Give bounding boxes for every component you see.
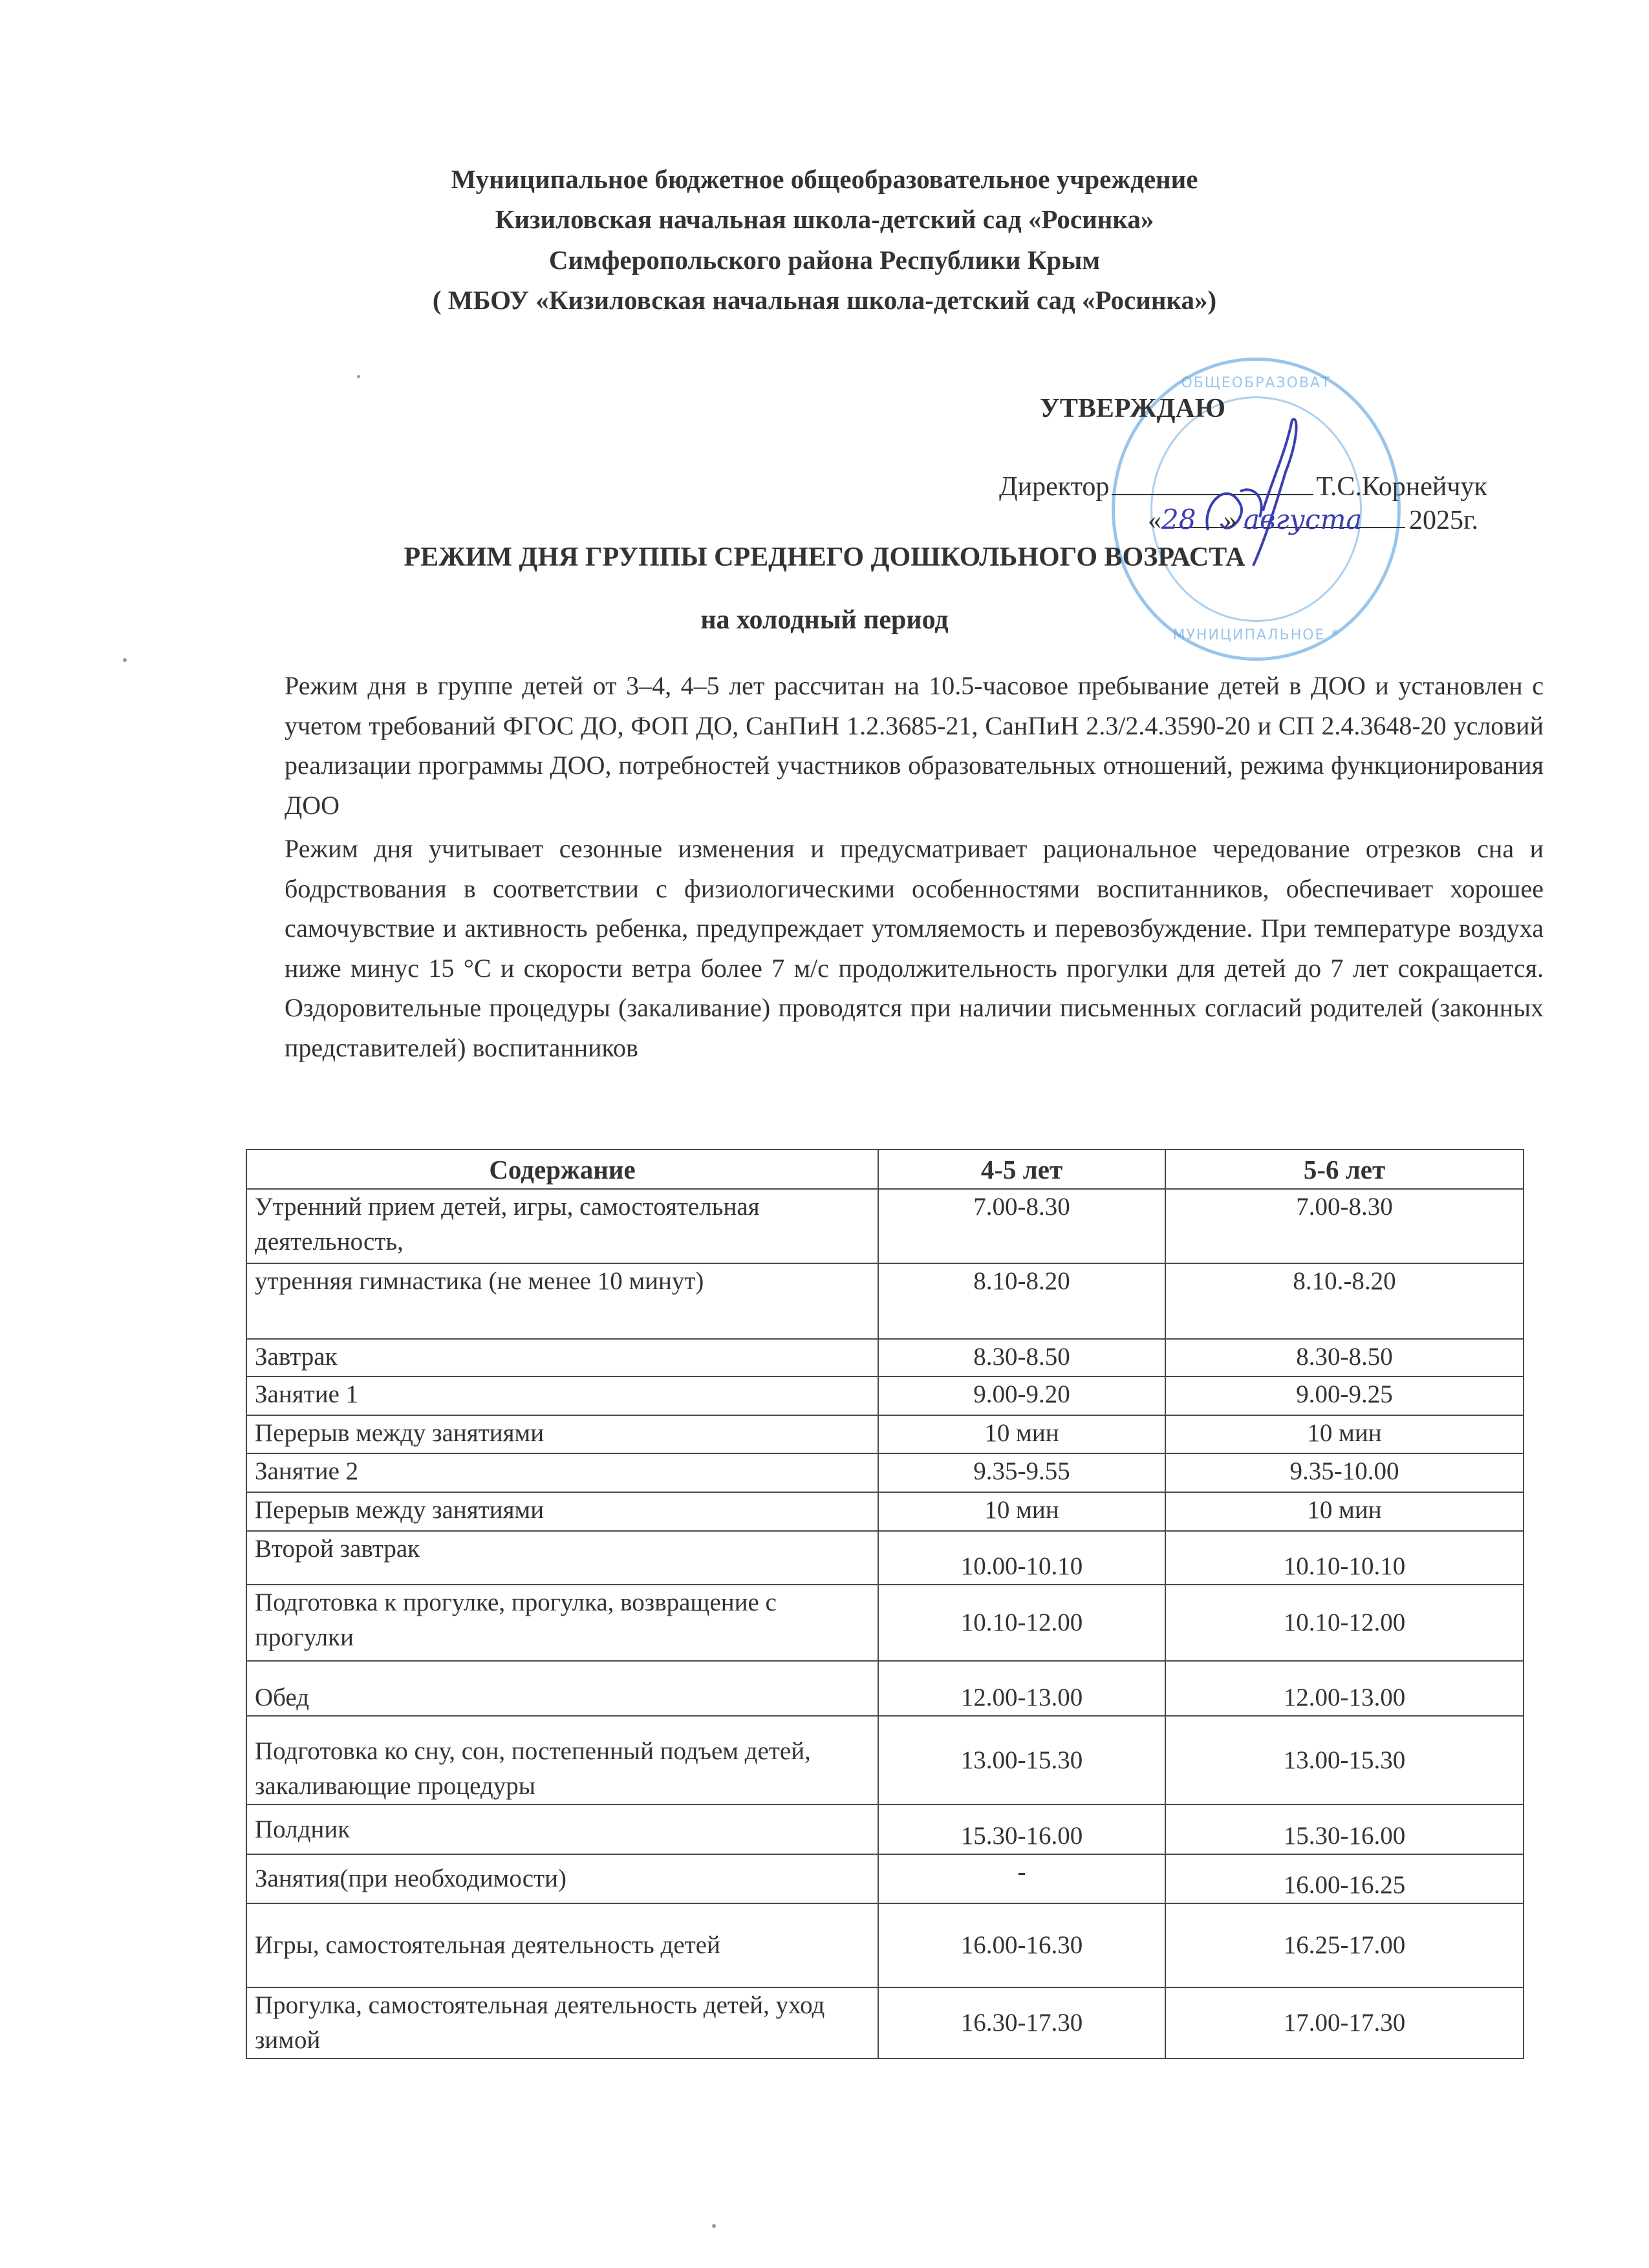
scan-speck — [712, 2224, 716, 2228]
time-5-6-cell: 9.00-9.25 — [1165, 1376, 1524, 1415]
date-month-field — [1244, 504, 1405, 535]
scan-speck — [123, 658, 127, 662]
time-5-6-cell: 10 мин — [1165, 1415, 1524, 1453]
table-row — [246, 1339, 1524, 1376]
activity-cell: Обед — [246, 1661, 878, 1716]
table-row — [246, 1716, 1524, 1804]
time-5-6-cell: 8.10.-8.20 — [1165, 1263, 1524, 1339]
activity-cell: Перерыв между занятиями — [246, 1415, 878, 1453]
column-header-age-5-6: 5-6 лет — [1165, 1150, 1524, 1189]
table-row — [246, 1585, 1524, 1661]
table-row — [246, 1854, 1524, 1903]
table-row — [246, 1453, 1524, 1492]
table-row — [246, 1376, 1524, 1415]
activity-cell: утренняя гимнастика (не менее 10 минут) — [246, 1263, 878, 1339]
time-4-5-cell: 16.30-17.30 — [878, 1987, 1165, 2059]
activity-cell: Занятие 2 — [246, 1453, 878, 1492]
table-row — [246, 1804, 1524, 1854]
date-day: 28 — [1161, 504, 1196, 535]
stamp-text-top: ОБЩЕОБРАЗОВАТ — [1181, 375, 1331, 391]
time-5-6-cell: 10.10-10.10 — [1165, 1531, 1524, 1585]
time-5-6-cell: 9.35-10.00 — [1165, 1453, 1524, 1492]
time-5-6-cell: 16.25-17.00 — [1165, 1903, 1524, 1987]
activity-cell: Завтрак — [246, 1339, 878, 1376]
date-year: 2025г. — [1409, 506, 1478, 535]
column-header-activity: Содержание — [246, 1150, 878, 1189]
table-row — [246, 1263, 1524, 1339]
activity-cell: Занятия(при необходимости) — [246, 1854, 878, 1903]
time-4-5-cell: 9.35-9.55 — [878, 1453, 1165, 1492]
date-month: августа — [1244, 504, 1363, 535]
time-5-6-cell: 17.00-17.30 — [1165, 1987, 1524, 2059]
page-subtitle: на холодный период — [700, 605, 949, 635]
activity-cell: Занятие 1 — [246, 1376, 878, 1415]
time-5-6-cell: 12.00-13.00 — [1165, 1661, 1524, 1716]
date-close-quote: » — [1223, 506, 1237, 535]
time-5-6-cell: 7.00-8.30 — [1165, 1189, 1524, 1263]
table-row — [246, 1492, 1524, 1531]
schedule-table — [246, 1149, 1524, 2059]
time-5-6-cell: 10.10-12.00 — [1165, 1585, 1524, 1661]
table-row — [246, 1987, 1524, 2059]
activity-cell: Полдник — [246, 1804, 878, 1854]
activity-cell: Второй завтрак — [246, 1531, 878, 1585]
table-row — [246, 1661, 1524, 1716]
time-4-5-cell: 10 мин — [878, 1415, 1165, 1453]
date-open-quote: « — [1148, 506, 1161, 535]
approval-date-row — [1148, 504, 1478, 536]
time-4-5-cell: 8.10-8.20 — [878, 1263, 1165, 1339]
institution-name-line1: Муниципальное бюджетное общеобразовательное учреждение — [451, 164, 1198, 194]
time-4-5-cell: 10.10-12.00 — [878, 1585, 1165, 1661]
table-row — [246, 1415, 1524, 1453]
approval-title: УТВЕРЖДАЮ — [1040, 394, 1226, 423]
time-5-6-cell: 16.00-16.25 — [1165, 1854, 1524, 1903]
table-row — [246, 1531, 1524, 1585]
scan-speck — [357, 375, 360, 378]
activity-cell: Перерыв между занятиями — [246, 1492, 878, 1531]
page-title: РЕЖИМ ДНЯ ГРУППЫ СРЕДНЕГО ДОШКОЛЬНОГО ВОЗРАСТА — [404, 542, 1245, 572]
stamp-text-bottom: МУНИЦИПАЛЬНОЕ * — [1172, 627, 1340, 643]
time-4-5-cell: 15.30-16.00 — [878, 1804, 1165, 1854]
time-4-5-cell: 9.00-9.20 — [878, 1376, 1165, 1415]
activity-cell: Утренний прием детей, игры, самостоятельная деятельность, — [246, 1189, 878, 1263]
director-name: Т.С.Корнейчук — [1316, 472, 1487, 502]
time-4-5-cell: 16.00-16.30 — [878, 1903, 1165, 1987]
table-row — [246, 1189, 1524, 1263]
intro-paragraph: Режим дня в группе детей от 3–4, 4–5 лет рассчитан на 10.5-часовое пребывание детей в ДОО и установлен с учетом требований ФГОС ДО, ФОП ДО, СанПиН 1.2.3685-21, СанПиН 2.3/2.4.3590-20 и СП 2.4.3648-20 условий реализации программы ДОО, потребностей участников образовательных отношений, режима функционирования ДОО — [285, 671, 1544, 820]
time-5-6-cell: 13.00-15.30 — [1165, 1716, 1524, 1804]
activity-cell: Игры, самостоятельная деятельность детей — [246, 1903, 878, 1987]
activity-cell: Подготовка ко сну, сон, постепенный подъем детей, закаливающие процедуры — [246, 1716, 878, 1804]
regime-paragraph: Режим дня учитывает сезонные изменения и предусматривает рациональное чередование отрезков сна и бодрствования в соответствии с физиологическими особенностями воспитанников, обеспечивает хорошее самочувствие и активность ребенка, предупреждает утомляемость и перевозбуждение. При температуре воздуха ниже минус 15 °С и скорости ветра более 7 м/с продолжительность прогулки для детей до 7 лет сокращается. Оздоровительные процедуры (закаливание) проводятся при наличии письменных согласий родителей (законных представителей) воспитанников — [285, 834, 1544, 1062]
time-4-5-cell: - — [878, 1854, 1165, 1903]
activity-cell: Подготовка к прогулке, прогулка, возвращение с прогулки — [246, 1585, 878, 1661]
column-header-age-4-5: 4-5 лет — [878, 1150, 1165, 1189]
institution-name-line2: Кизиловская начальная школа-детский сад «Росинка» — [495, 204, 1154, 234]
time-4-5-cell: 10.00-10.10 — [878, 1531, 1165, 1585]
time-4-5-cell: 13.00-15.30 — [878, 1716, 1165, 1804]
institution-district-line: Симферопольского района Республики Крым — [548, 245, 1101, 275]
table-header-row — [246, 1150, 1524, 1189]
time-4-5-cell: 7.00-8.30 — [878, 1189, 1165, 1263]
time-4-5-cell: 8.30-8.50 — [878, 1339, 1165, 1376]
time-4-5-cell: 12.00-13.00 — [878, 1661, 1165, 1716]
activity-cell: Прогулка, самостоятельная деятельность детей, уход зимой — [246, 1987, 878, 2059]
date-day-field — [1161, 504, 1223, 535]
institution-short-name: ( МБОУ «Кизиловская начальная школа-детский сад «Росинка») — [432, 285, 1217, 315]
table-row — [246, 1903, 1524, 1987]
time-5-6-cell: 8.30-8.50 — [1165, 1339, 1524, 1376]
time-5-6-cell: 15.30-16.00 — [1165, 1804, 1524, 1854]
director-position: Директор — [999, 472, 1110, 502]
time-5-6-cell: 10 мин — [1165, 1492, 1524, 1531]
time-4-5-cell: 10 мин — [878, 1492, 1165, 1531]
